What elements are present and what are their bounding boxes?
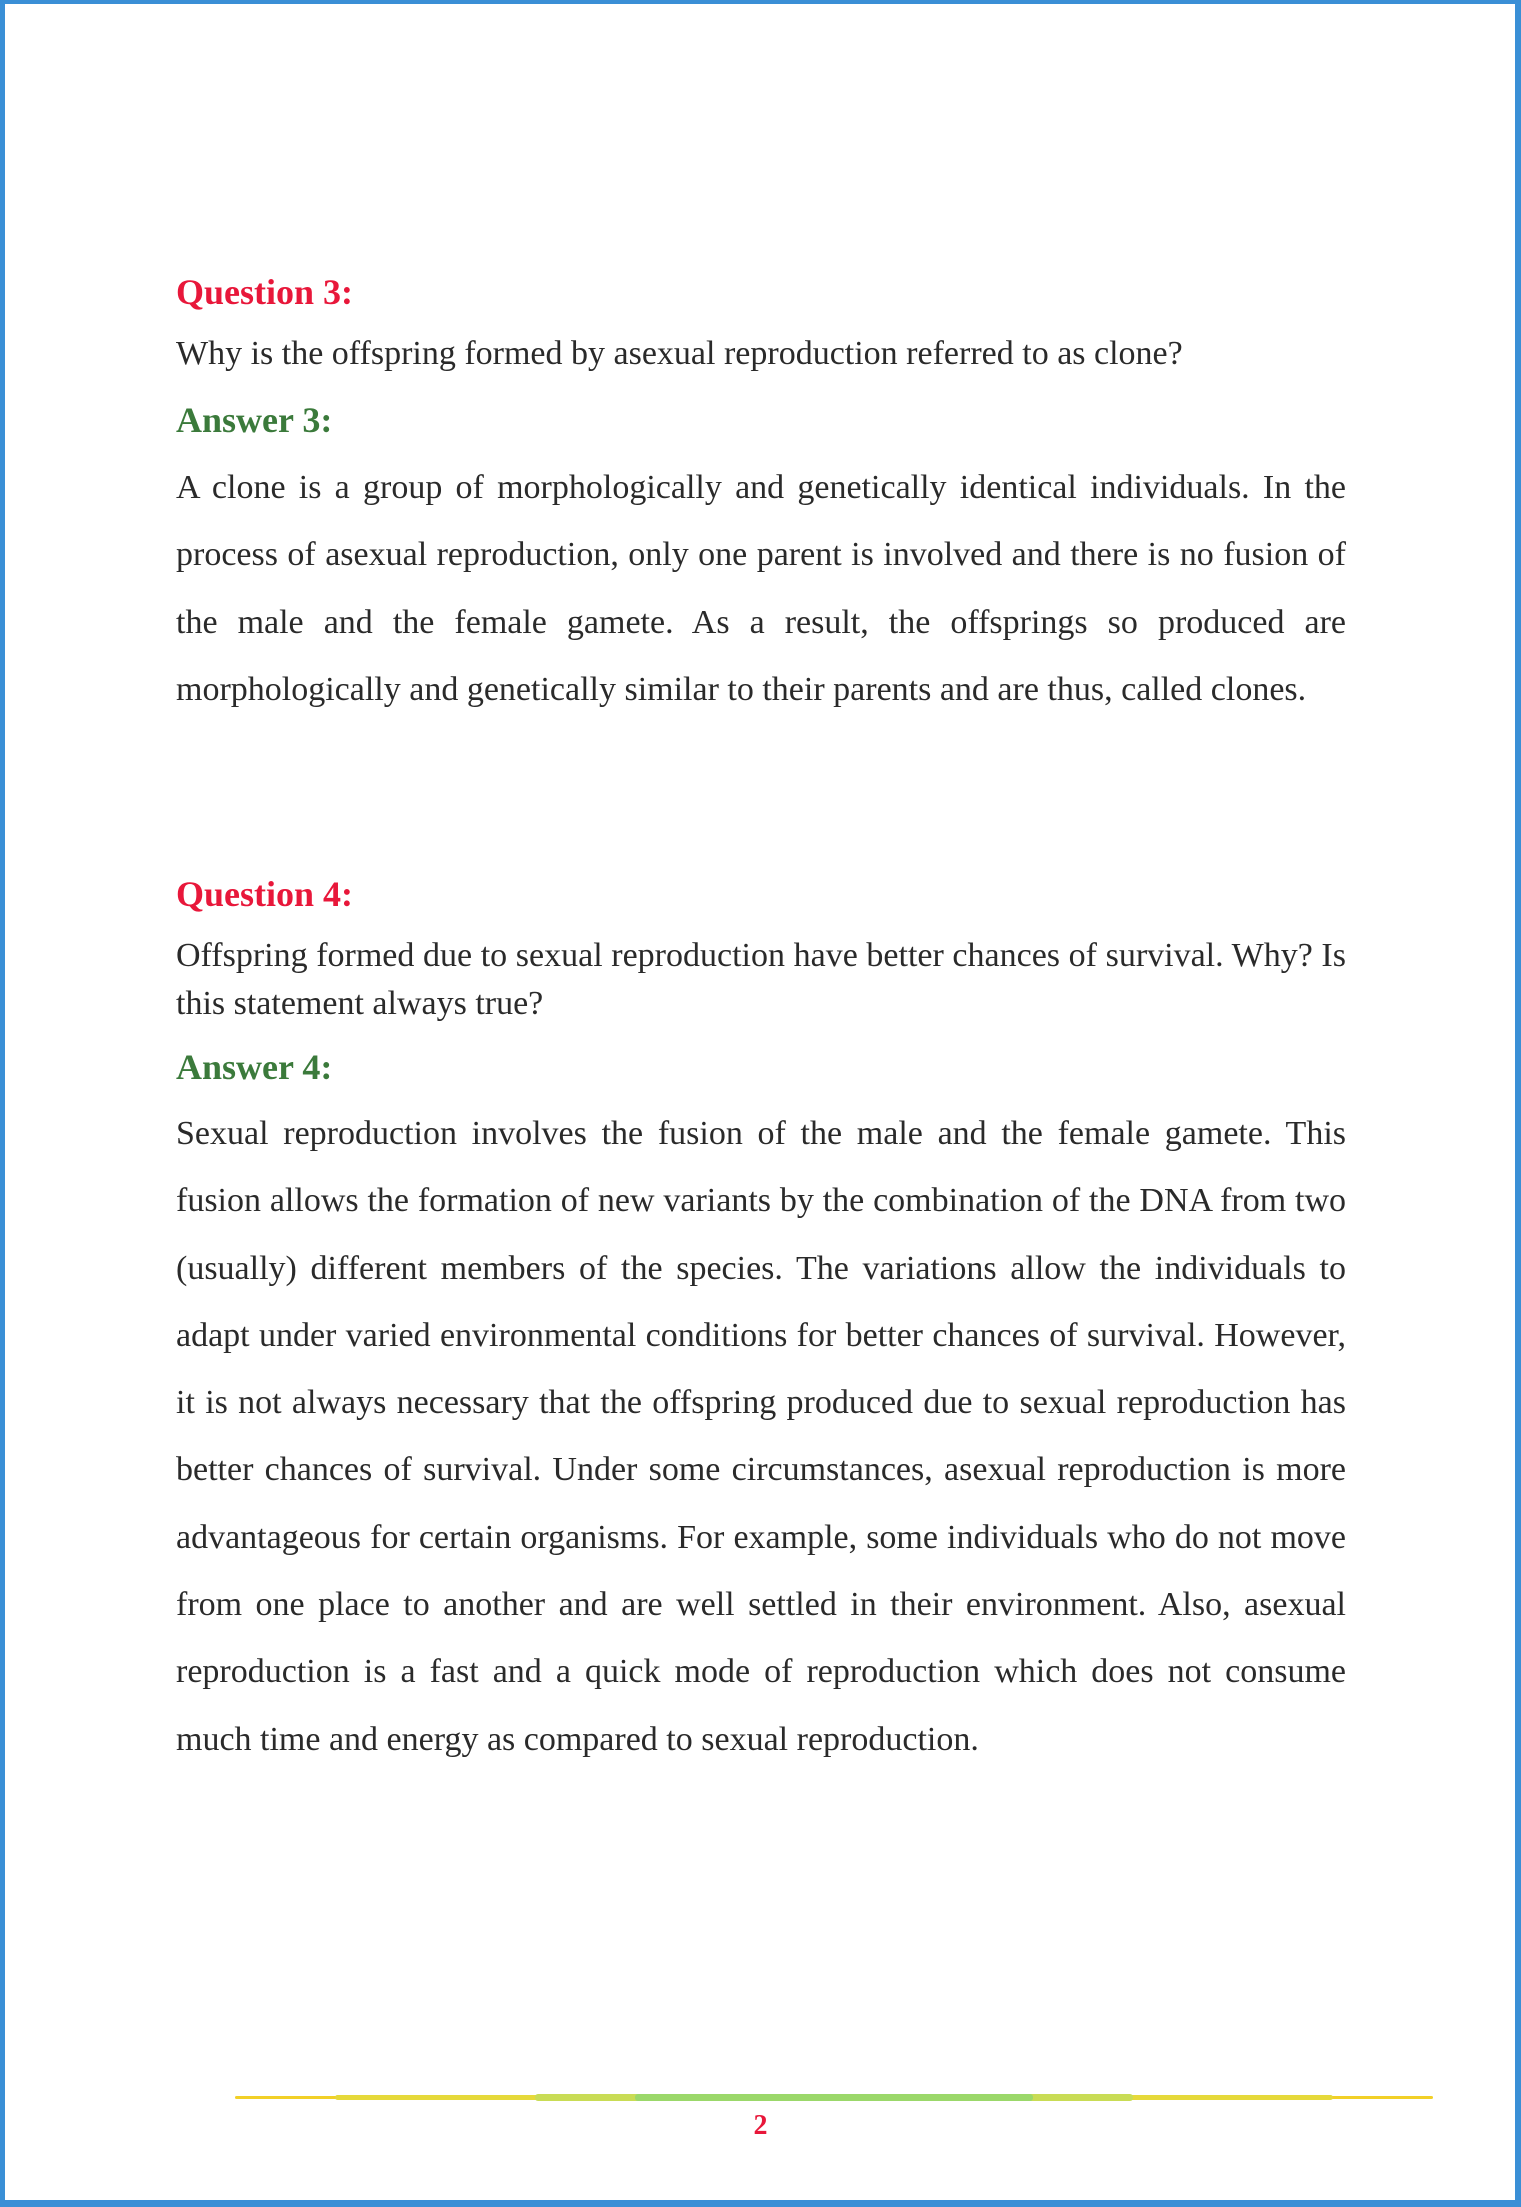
question-4-text: Offspring formed due to sexual reproduction have better chances of survival. Why? Is this statement always true?	[176, 937, 1346, 1022]
answer-3-text: A clone is a group of morphologically and genetically identical individuals. In the process of asexual reproduction, only one parent is involved and there is no fusion of the male and the female gamete. As a result, the offsprings so produced are morphologically and genetically similar to their parents and are thus, called clones.	[176, 469, 1346, 708]
page-number: 2	[753, 2110, 768, 2141]
footer-divider	[235, 2094, 1433, 2101]
answer-4-text: Sexual reproduction involves the fusion of the male and the female gamete. This fusion allows the formation of new variants by the combination of the DNA from two (usually) different members of the species. The variations allow the individuals to adapt under varied environmental conditions for better chances of survival. However, it is not always necessary that the offspring produced due to sexual reproduction has better chances of survival. Under some circumstances, asexual reproduction is more advantageous for certain organisms. For example, some individuals who do not move from one place to another and are well settled in their environment. Also, asexual reproduction is a fast and a quick mode of reproduction which does not consume much time and energy as compared to sexual reproduction.	[176, 1115, 1346, 1758]
question-4-heading: Question 4:	[176, 874, 354, 914]
answer-4-heading: Answer 4:	[176, 1047, 333, 1087]
answer-3-heading: Answer 3:	[176, 400, 333, 440]
question-3-text: Why is the offspring formed by asexual reproduction referred to as clone?	[176, 335, 1183, 372]
question-3-heading: Question 3:	[176, 272, 354, 312]
